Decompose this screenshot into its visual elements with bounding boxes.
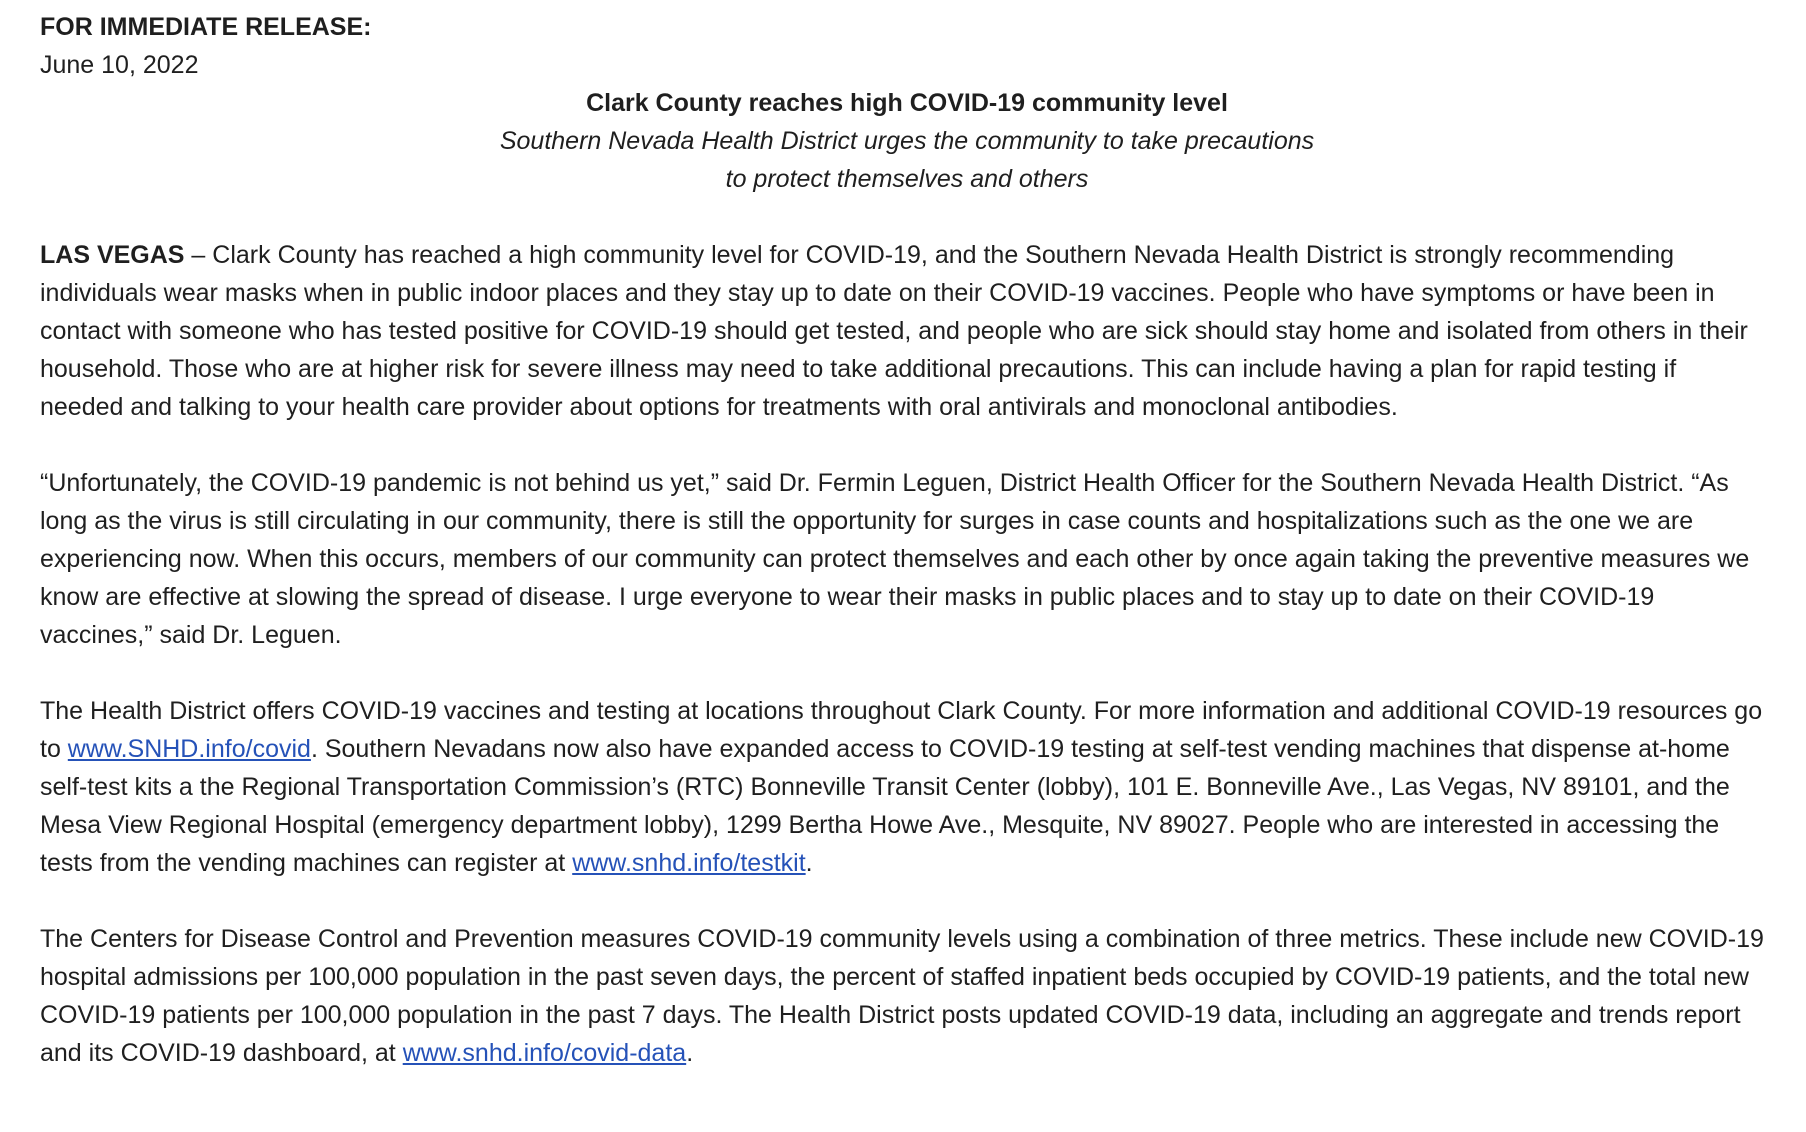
paragraph-cdc-metrics-text: The Centers for Disease Control and Prevention measures COVID-19 community levels using a combination of three metrics. These include new COVID-19 hospital admissions per 100,000 population in the past seven days, the percent of staffed inpatient beds occupied by COVID-19 patients, and the total new COVID-19 patients per 100,000 population in the past 7 days. The Health District posts updated COVID-19 data, including an aggregate and trends report and its COVID-19 dashboard, at: [40, 925, 1764, 1067]
paragraph-resources-text-end: .: [805, 849, 813, 877]
snhd-covid-data-link[interactable]: www.snhd.info/covid-data: [402, 1039, 687, 1067]
paragraph-resources: [40, 692, 1766, 882]
paragraph-quote: [40, 464, 1766, 654]
headline-subtitle-line2: to protect themselves and others: [725, 165, 1089, 193]
headline-subtitle-line1: Southern Nevada Health District urges the community to take precautions: [499, 127, 1315, 155]
paragraph-cdc-metrics: [40, 920, 1766, 1072]
paragraph-quote-text: “Unfortunately, the COVID-19 pandemic is not behind us yet,” said Dr. Fermin Leguen, District Health Officer for the Southern Nevada Health District. “As long as the virus is still circulating in our community, there is still the opportunity for surges in case counts and hospitalizations such as the one we are experiencing now. When this occurs, members of our community can protect themselves and each other by once again taking the preventive measures we know are effective at slowing the spread of disease. I urge everyone to wear their masks in public places and to stay up to date on their COVID-19 vaccines,” said Dr. Leguen.: [40, 469, 1750, 649]
paragraph-resources-text-1: The Health District offers COVID-19 vaccines and testing at locations throughout Clark County. For more information and additional COVID-19 resources go to: [40, 697, 1763, 763]
paragraph-resources-text-2: . Southern Nevadans now also have expanded access to COVID-19 testing at self-test vending machines that dispense at-home self-test kits a the Regional Transportation Commission’s (RTC) Bonneville Transit Center (lobby), 101 E. Bonneville Ave., Las Vegas, NV 89101, and the Mesa View Regional Hospital (emergency department lobby), 1299 Bertha Howe Ave., Mesquite, NV 89027. People who are interested in accessing the tests from the vending machines can register at: [40, 735, 1730, 877]
release-date: June 10, 2022: [40, 51, 199, 79]
dateline: LAS VEGAS: [40, 241, 185, 269]
snhd-testkit-link[interactable]: www.snhd.info/testkit: [572, 849, 806, 877]
paragraph-intro: [40, 236, 1766, 426]
release-label: FOR IMMEDIATE RELEASE:: [40, 13, 372, 41]
paragraph-cdc-metrics-text-end: .: [686, 1039, 694, 1067]
headline-title: Clark County reaches high COVID-19 community level: [586, 89, 1228, 117]
snhd-covid-link[interactable]: www.SNHD.info/covid: [67, 735, 311, 763]
paragraph-intro-text: – Clark County has reached a high community level for COVID-19, and the Southern Nevada Health District is strongly recommending individuals wear masks when in public indoor places and they stay up to date on their COVID-19 vaccines. People who have symptoms or have been in contact with someone who has tested positive for COVID-19 should get tested, and people who are sick should stay home and isolated from others in their household. Those who are at higher risk for severe illness may need to take additional precautions. This can include having a plan for rapid testing if needed and talking to your health care provider about options for treatments with oral antivirals and monoclonal antibodies.: [40, 241, 1748, 421]
